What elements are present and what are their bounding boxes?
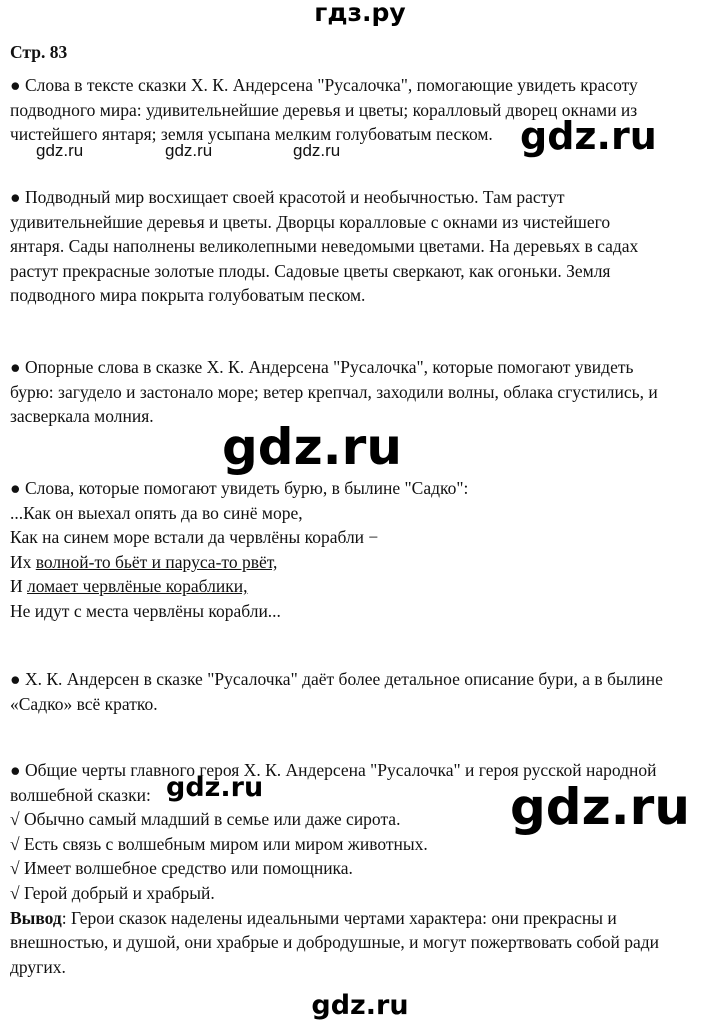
watermark: gdz.ru — [165, 141, 213, 160]
text-line: ● Слова в тексте сказки Х. К. Андерсена "Русалочка", помогающие увидеть красоту — [10, 75, 638, 95]
text-line: чистейшего янтаря; земля усыпана мелким голубоватым песком. — [10, 124, 493, 145]
text-line: других. — [10, 956, 66, 977]
text-line — [10, 574, 710, 599]
text-line: Не идут с места червлёны корабли... — [10, 600, 281, 621]
watermark: gdz.ru — [520, 114, 657, 158]
text-line: янтаря. Сады наполнены великолепными неведомыми цветами. На деревьях в садах — [10, 236, 639, 257]
paragraph-5 — [10, 667, 710, 716]
text-line: ● Опорные слова в сказке Х. К. Андерсена "Русалочка", которые помогают увидеть — [10, 357, 634, 377]
text-line: ● Х. К. Андерсен в сказке "Русалочка" даёт более детальное описание бури, а в былине — [10, 669, 663, 689]
text: И — [10, 576, 28, 597]
footer-watermark: gdz.ru — [311, 990, 409, 1021]
text-line: растут прекрасные золотые плоды. Садовые цветы сверкают, как огоньки. Земля — [10, 260, 611, 281]
checklist-item: √ Герой добрый и храбрый. — [10, 882, 215, 903]
text: : Герои сказок наделены идеальными чертами характера: они прекрасны и — [61, 907, 617, 928]
text-line: Как на синем море встали да червлёны корабли − — [10, 527, 379, 548]
text-line: засверкала молния. — [10, 406, 154, 427]
text-line — [10, 906, 710, 931]
paragraph-2 — [10, 185, 710, 308]
watermark: gdz.ru — [36, 141, 84, 160]
text-line: внешностью, и душой, они храбрые и добродушные, и могут пожертвовать собой ради — [10, 932, 660, 953]
watermark: gdz.ru — [293, 141, 341, 160]
text-line: ...Как он выехал опять да во синё море, — [10, 502, 303, 523]
text-line: ● Общие черты главного героя Х. К. Андерсена "Русалочка" и героя русской народной — [10, 760, 657, 780]
checklist-item: √ Есть связь с волшебным миром или миром животных. — [10, 833, 428, 854]
text-line: подводного мира покрыта голубоватым песком. — [10, 285, 366, 306]
text-line: подводного мира: удивительнейшие деревья и цветы; коралловый дворец окнами из — [10, 99, 638, 120]
conclusion-label: Вывод — [10, 907, 62, 928]
watermark: gdz.ru — [222, 418, 402, 476]
page-number: Стр. 83 — [10, 42, 68, 62]
text: Их — [10, 551, 36, 572]
underlined-text: волной-то бьёт и паруса-то рвёт, — [35, 551, 278, 572]
text-line: удивительнейшие деревья и цветы. Дворцы коралловые с окнами из чистейшего — [10, 211, 611, 232]
watermark: gdz.ru — [166, 772, 264, 803]
site-header-logo[interactable]: гдз.ру — [314, 0, 406, 27]
paragraph-4 — [10, 476, 710, 624]
text-line: бурю: загудело и застонало море; ветер крепчал, заходили волны, облака сгустились, и — [10, 381, 658, 402]
text-line: ● Подводный мир восхищает своей красотой и необычностью. Там растут — [10, 187, 565, 207]
checklist-item: √ Имеет волшебное средство или помощника. — [10, 858, 353, 879]
text-line: ● Слова, которые помогают увидеть бурю, в былине "Садко": — [10, 478, 469, 498]
text-line — [10, 550, 710, 575]
underlined-text: ломает червлёные кораблики, — [27, 576, 248, 597]
text-line: «Садко» всё кратко. — [10, 693, 158, 714]
text-line: волшебной сказки: — [10, 784, 151, 805]
checklist-item: √ Обычно самый младший в семье или даже сирота. — [10, 809, 401, 830]
watermark: gdz.ru — [510, 778, 690, 836]
